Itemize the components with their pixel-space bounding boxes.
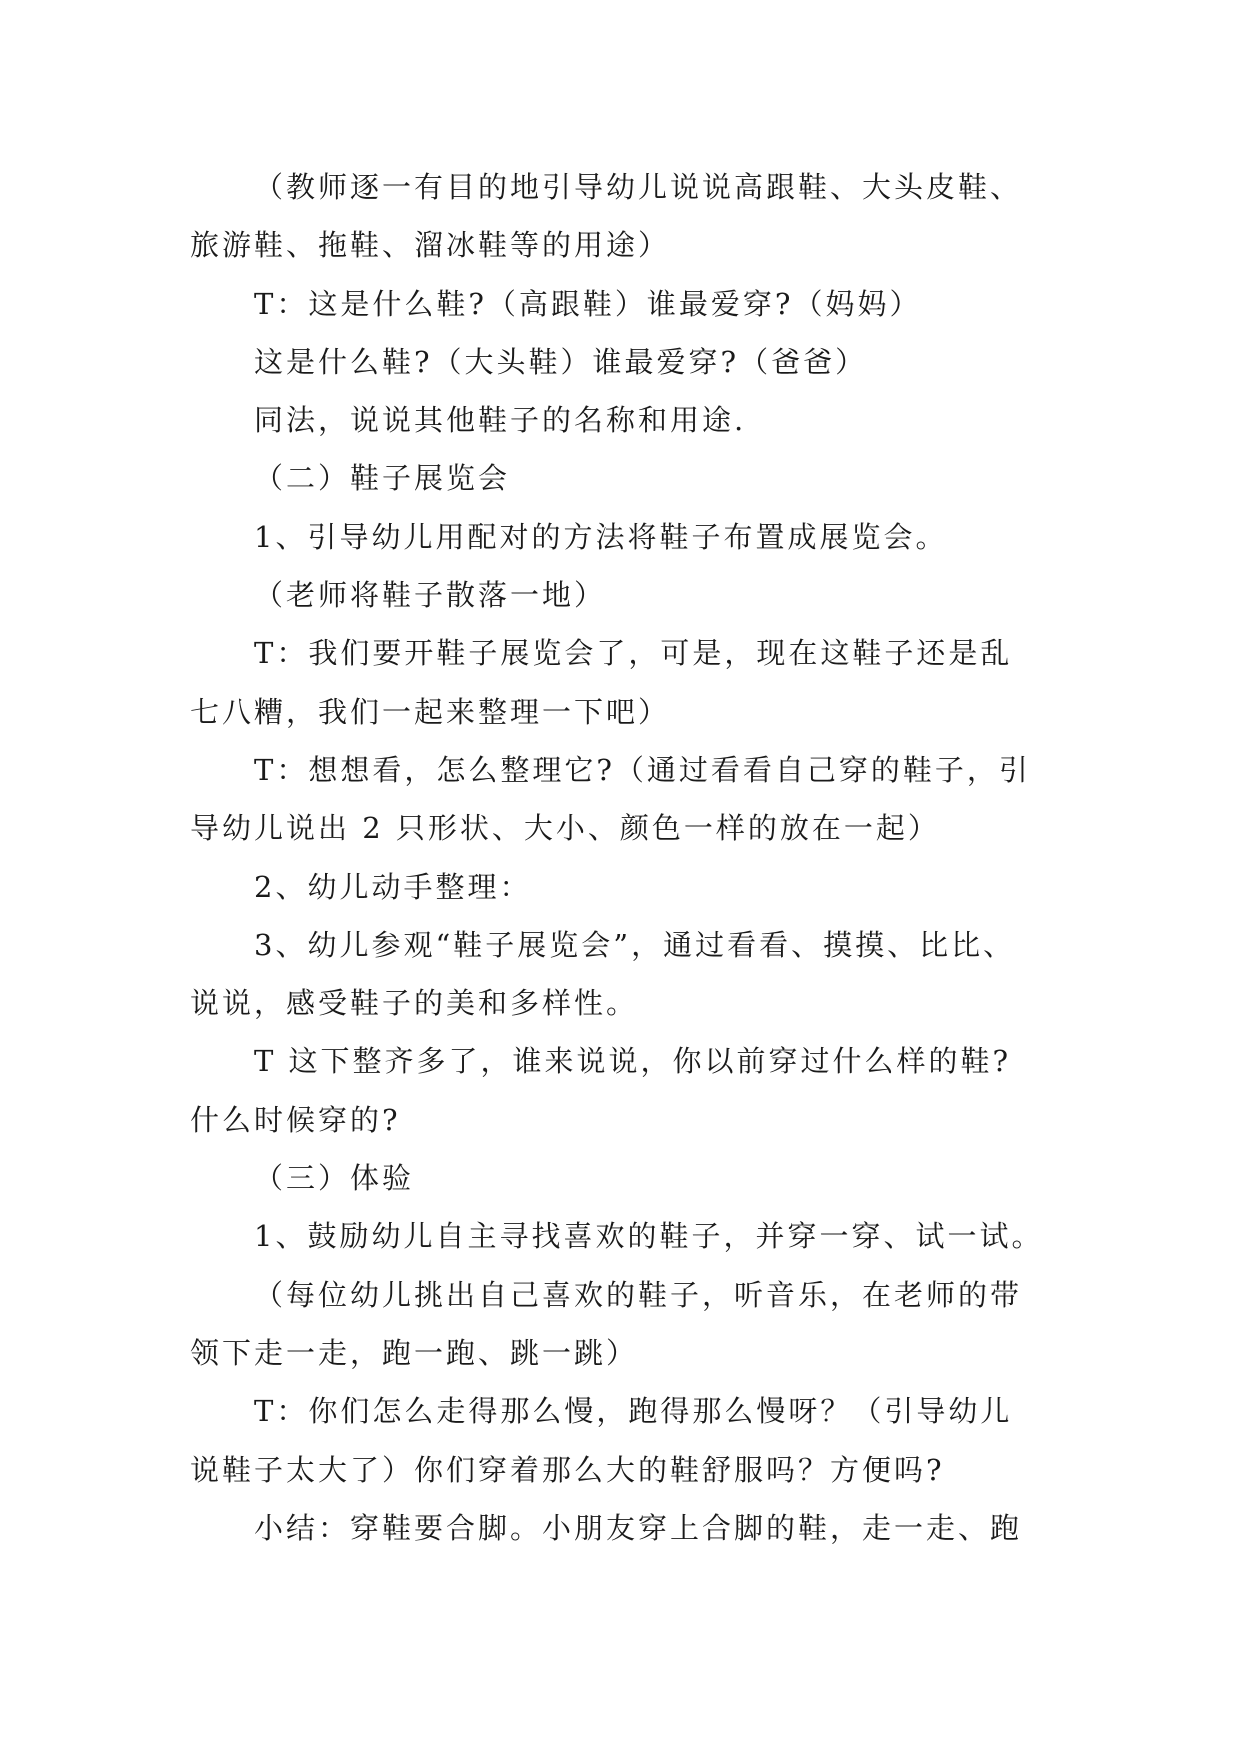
paragraph-line: （老师将鞋子散落一地） [254, 578, 607, 613]
paragraph-line: 领下走一走，跑一跑、跳一跳） [190, 1335, 639, 1370]
paragraph-line: T 这下整齐多了，谁来说说，你以前穿过什么样的鞋? [254, 1044, 1012, 1079]
paragraph-line: 这是什么鞋?（大头鞋）谁最爱穿?（爸爸） [254, 344, 868, 379]
paragraph-line: 旅游鞋、拖鞋、溜冰鞋等的用途） [190, 228, 671, 263]
document-body [190, 158, 1070, 1557]
paragraph-line: 3、幼儿参观“鞋子展览会”，通过看看、摸摸、比比、 [254, 927, 1016, 962]
paragraph-line: （每位幼儿挑出自己喜欢的鞋子，听音乐，在老师的带 [254, 1277, 1023, 1312]
paragraph-line: T：这是什么鞋?（高跟鞋）谁最爱穿?（妈妈） [254, 286, 922, 321]
paragraph-line: 1、鼓励幼儿自主寻找喜欢的鞋子，并穿一穿、试一试。 [254, 1219, 1044, 1254]
paragraph-line: 2、幼儿动手整理： [254, 869, 532, 904]
paragraph-line: 导幼儿说出 2 只形状、大小、颜色一样的放在一起） [190, 811, 940, 846]
paragraph-line: 说鞋子太大了）你们穿着那么大的鞋舒服吗？方便吗? [190, 1452, 945, 1487]
paragraph-line: （教师逐一有目的地引导幼儿说说高跟鞋、大头皮鞋、 [254, 170, 1023, 204]
paragraph-line: 七八糟，我们一起来整理一下吧） [190, 694, 671, 729]
paragraph-line: T：你们怎么走得那么慢，跑得那么慢呀？（引导幼儿 [254, 1394, 1013, 1429]
paragraph-line: T：想想看，怎么整理它?（通过看看自己穿的鞋子，引 [254, 752, 1031, 787]
paragraph-line: T：我们要开鞋子展览会了，可是，现在这鞋子还是乱 [254, 636, 1013, 671]
paragraph-line: 1、引导幼儿用配对的方法将鞋子布置成展览会。 [254, 519, 948, 554]
section-heading: （三）体验 [254, 1161, 415, 1196]
paragraph-line: 什么时候穿的? [190, 1102, 401, 1137]
paragraph-line: 小结：穿鞋要合脚。小朋友穿上合脚的鞋，走一走、跑 [254, 1510, 1023, 1545]
section-heading: （二）鞋子展览会 [254, 461, 511, 496]
paragraph-line: 同法，说说其他鞋子的名称和用途. [254, 403, 747, 438]
paragraph-line: 说说，感受鞋子的美和多样性。 [190, 986, 639, 1021]
